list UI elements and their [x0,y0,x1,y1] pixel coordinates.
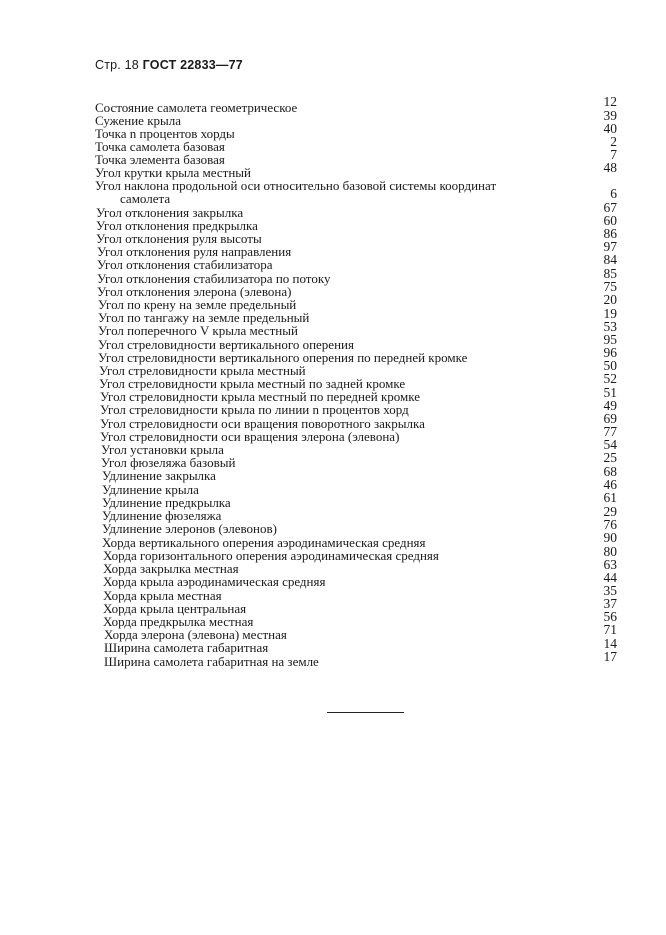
index-page-number: 85 [603,266,617,281]
index-term: Угол поперечного V крыла местный [98,323,298,338]
index-page-number: 25 [603,450,617,465]
index-term: Угол отклонения предкрылка [96,218,258,233]
index-term: Хорда предкрылка местная [103,614,254,629]
index-page-number: 44 [603,570,617,585]
index-page-number: 19 [603,306,617,321]
index-page-number: 54 [603,437,617,452]
index-page-number: 61 [603,490,617,505]
index-page-number: 60 [603,213,617,228]
index-term: Точка n процентов хорды [95,126,235,141]
index-term: Угол стреловидности вертикального оперения [98,337,354,352]
index-term: Угол крутки крыла местный [95,165,251,180]
index-term: Хорда крыла центральная [103,601,247,616]
index-term: Угол стреловидности крыла по линии n процентов хорд [100,402,409,417]
index-page-number: 20 [603,292,617,307]
index-page-number: 12 [603,94,617,109]
end-divider [327,712,404,713]
index-page-number: 80 [603,544,617,559]
index-page-number: 97 [603,239,617,254]
index-page-number: 37 [603,596,617,611]
index-page-number: 86 [603,226,617,241]
index-term: Угол стреловидности вертикального оперения по передней кромке [98,350,468,365]
index-page-number: 29 [603,504,617,519]
index-term: Сужение крыла [95,113,181,128]
index-term: Угол наклона продольной оси относительно базовой системы координат [95,178,497,193]
index-term: Угол отклонения стабилизатора по потоку [97,271,331,286]
index-term: Угол по тангажу на земле предельный [98,310,310,325]
index-term: Угол отклонения закрылка [96,205,244,220]
index-term: Угол стреловидности крыла местный [99,363,306,378]
index-term: Удлинение элеронов (элевонов) [102,521,277,536]
index-page-number: 67 [603,200,617,215]
index-term: Ширина самолета габаритная [104,640,269,655]
index-page-number: 75 [603,279,617,294]
index-term: самолета [120,191,171,206]
index-page-number: 53 [603,319,617,334]
index-page-number: 96 [603,345,617,360]
index-term: Хорда элерона (элевона) местная [104,627,287,642]
index-page-number: 35 [603,583,617,598]
index-term: Удлинение предкрылка [102,495,231,510]
index-term: Ширина самолета габаритная на земле [104,654,319,669]
index-page-number: 84 [603,252,617,267]
index-term: Угол отклонения руля высоты [96,231,262,246]
index-page-number: 14 [603,636,617,651]
index-term: Хорда горизонтального оперения аэродинамическая средняя [103,548,439,563]
index-page-number: 49 [603,398,617,413]
index-term: Угол отклонения элерона (элевона) [97,284,292,299]
index-term: Состояние самолета геометрическое [95,100,298,115]
index-term: Удлинение фюзеляжа [102,508,222,523]
index-term: Хорда вертикального оперения аэродинамическая средняя [102,535,426,550]
index-page-number: 40 [603,121,617,136]
index-page-number: 90 [603,530,617,545]
index-page-number: 77 [603,424,617,439]
index-page-number: 39 [603,108,617,123]
index-term: Хорда крыла аэродинамическая средняя [103,574,326,589]
index-term: Угол отклонения стабилизатора [97,257,273,272]
index-term: Угол стреловидности оси вращения элерона (элевона) [100,429,400,444]
page-number: Стр. 18 [95,58,139,72]
index-page-number: 50 [603,358,617,373]
index-page-number: 63 [603,557,617,572]
index-page-number: 46 [603,477,617,492]
index-page-number: 76 [603,517,617,532]
index-page-number: 48 [603,160,617,175]
index-page-number: 71 [603,622,617,637]
index-page-number: 68 [603,464,617,479]
index-term: Точка самолета базовая [95,139,225,154]
index-page-number: 69 [603,411,617,426]
index-term: Угол по крену на земле предельный [98,297,297,312]
index-page-number: 7 [610,147,617,162]
standard-title: ГОСТ 22833—77 [142,58,243,72]
index-term: Угол стреловидности оси вращения поворотного закрылка [100,416,425,431]
index-term: Угол фюзеляжа базовый [101,455,236,470]
index-term: Угол установки крыла [101,442,224,457]
index-term: Удлинение закрылка [102,468,216,483]
index-page-number: 52 [603,371,617,386]
index-page-number: 6 [610,186,617,201]
index-term: Угол стреловидности крыла местный по задней кромке [99,376,406,391]
index-term: Хорда закрылка местная [103,561,239,576]
index-term: Хорда крыла местная [103,588,222,603]
index-term: Точка элемента базовая [95,152,225,167]
index-term: Угол стреловидности крыла местный по передней кромке [100,389,421,404]
index-page-number: 95 [603,332,617,347]
index-page-number: 56 [603,609,617,624]
index-term: Удлинение крыла [102,482,199,497]
index-page-number: 17 [603,649,617,664]
index-term: Угол отклонения руля направления [97,244,292,259]
index-page-number: 2 [610,134,617,149]
index-page-number: 51 [603,385,617,400]
